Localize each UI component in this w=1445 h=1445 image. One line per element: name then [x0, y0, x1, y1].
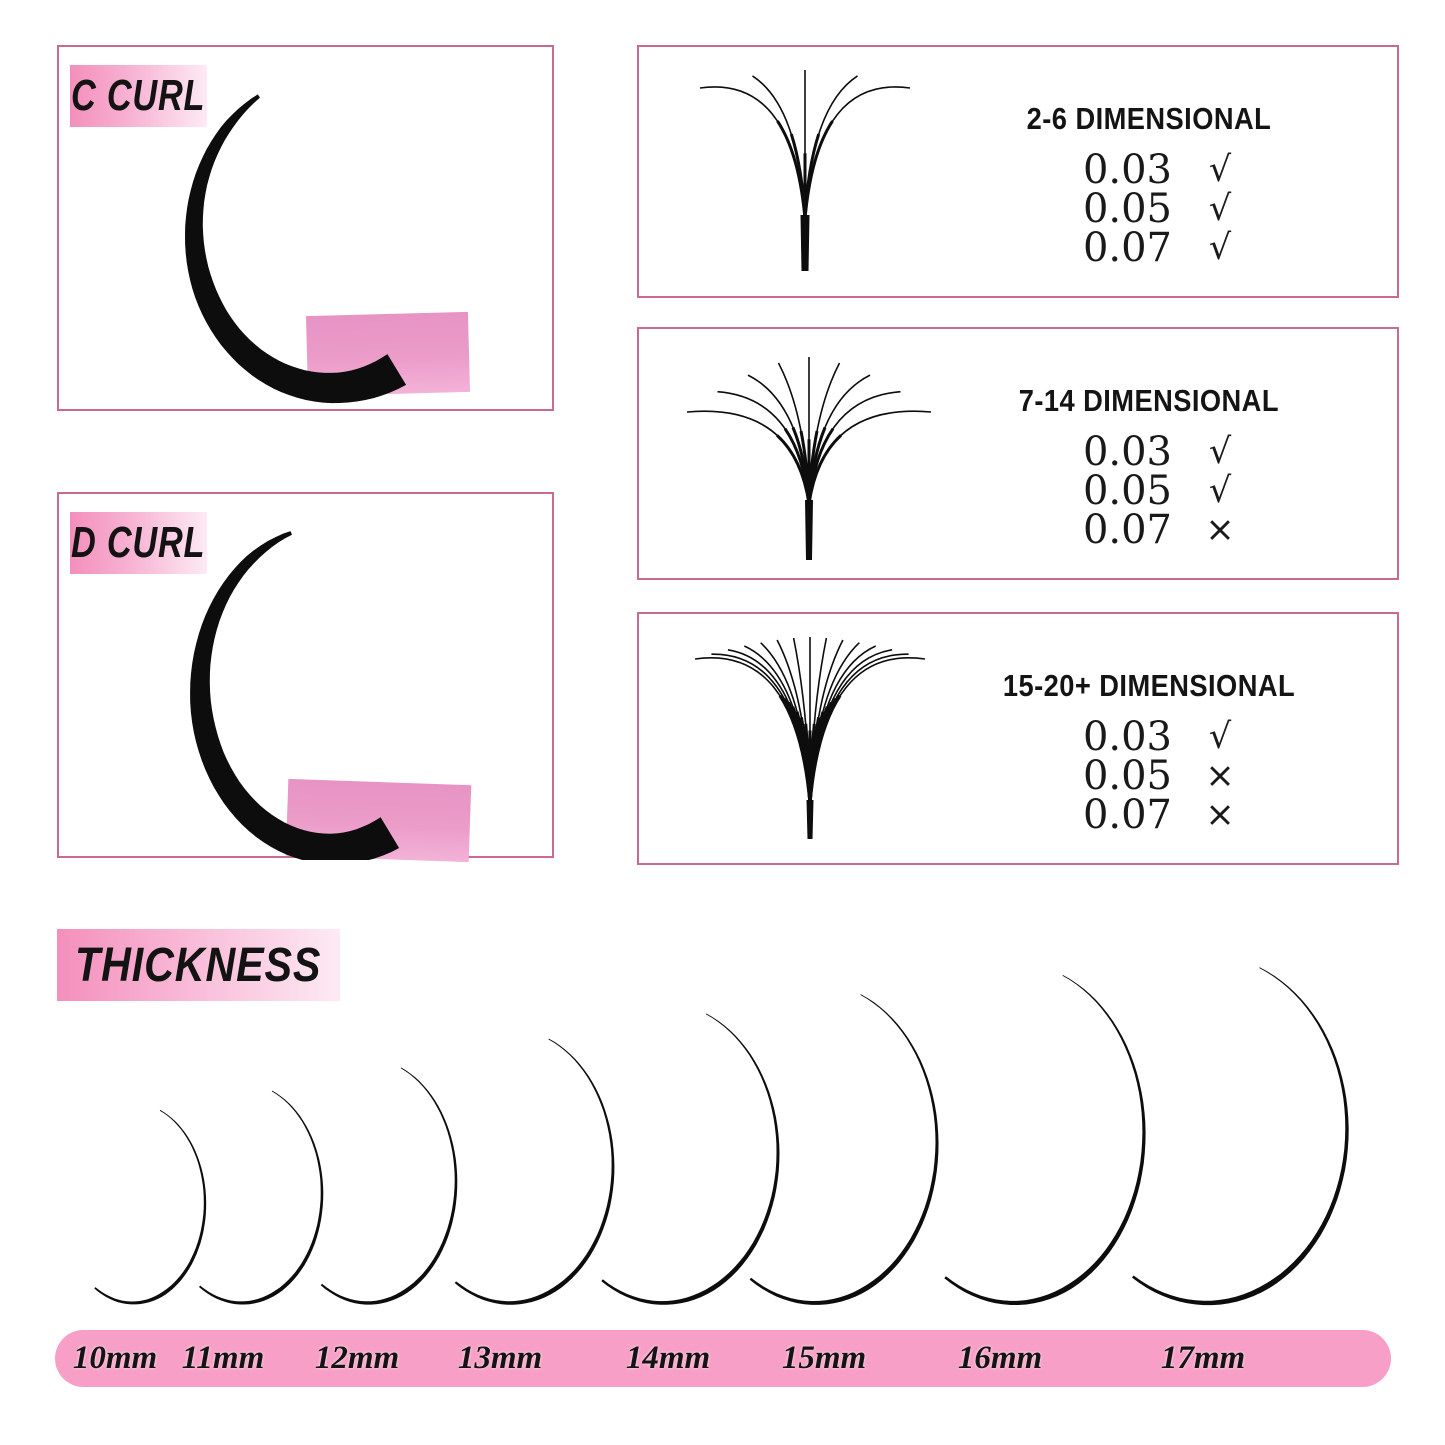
- thickness-section-title: THICKNESS: [57, 929, 340, 1001]
- c-curl-label-text: C CURL: [71, 71, 206, 120]
- length-label: 16mm: [957, 1339, 1043, 1376]
- length-label: 10mm: [72, 1339, 158, 1376]
- check-mark: √: [1208, 189, 1232, 229]
- thickness-value: 0.05: [1082, 468, 1172, 514]
- dimensional-card-7-14: [637, 327, 1399, 580]
- c-curl-card: [57, 45, 554, 411]
- d-curl-label: [70, 512, 207, 574]
- thickness-row: [939, 226, 1359, 270]
- check-mark: √: [1208, 432, 1232, 472]
- thickness-value: 0.07: [1082, 507, 1172, 553]
- thickness-value: 0.03: [1082, 147, 1172, 193]
- length-label: 14mm: [625, 1339, 711, 1376]
- thickness-value: 0.03: [1082, 429, 1172, 475]
- length-label: 13mm: [457, 1339, 543, 1376]
- d-curl-card: [57, 492, 554, 858]
- length-label: 12mm: [314, 1339, 400, 1376]
- x-mark: ×: [1205, 756, 1235, 796]
- length-label: 15mm: [781, 1339, 867, 1376]
- check-mark: √: [1208, 228, 1232, 268]
- thickness-value: 0.05: [1082, 186, 1172, 232]
- check-mark: √: [1208, 471, 1232, 511]
- length-label: 17mm: [1160, 1339, 1246, 1376]
- c-curl-label: [70, 65, 207, 127]
- thickness-value: 0.07: [1082, 225, 1172, 271]
- thickness-value: 0.03: [1082, 714, 1172, 760]
- x-mark: ×: [1205, 795, 1235, 835]
- lash-fan-image: [639, 614, 979, 863]
- dimensional-title: 2-6 DIMENSIONAL: [1026, 101, 1272, 136]
- thickness-value: 0.07: [1082, 792, 1172, 838]
- dimensional-info: [939, 47, 1359, 296]
- dimensional-info: [939, 614, 1359, 863]
- dimensional-card-15-20: [637, 612, 1399, 865]
- x-mark: ×: [1205, 510, 1235, 550]
- lash-fan-image: [639, 329, 979, 578]
- d-curl-label-text: D CURL: [71, 518, 206, 567]
- dimensional-title: 7-14 DIMENSIONAL: [1018, 383, 1280, 418]
- length-label: 11mm: [181, 1339, 265, 1376]
- thickness-row: [939, 508, 1359, 552]
- thickness-row: [939, 793, 1359, 837]
- thickness-value: 0.05: [1082, 753, 1172, 799]
- dimensional-info: [939, 329, 1359, 578]
- dimensional-card-2-6: [637, 45, 1399, 298]
- dimensional-title: 15-20+ DIMENSIONAL: [1002, 668, 1296, 703]
- lash-fan-image: [639, 47, 979, 296]
- check-mark: √: [1208, 150, 1232, 190]
- length-scale-bar: [55, 1330, 1391, 1387]
- check-mark: √: [1208, 717, 1232, 757]
